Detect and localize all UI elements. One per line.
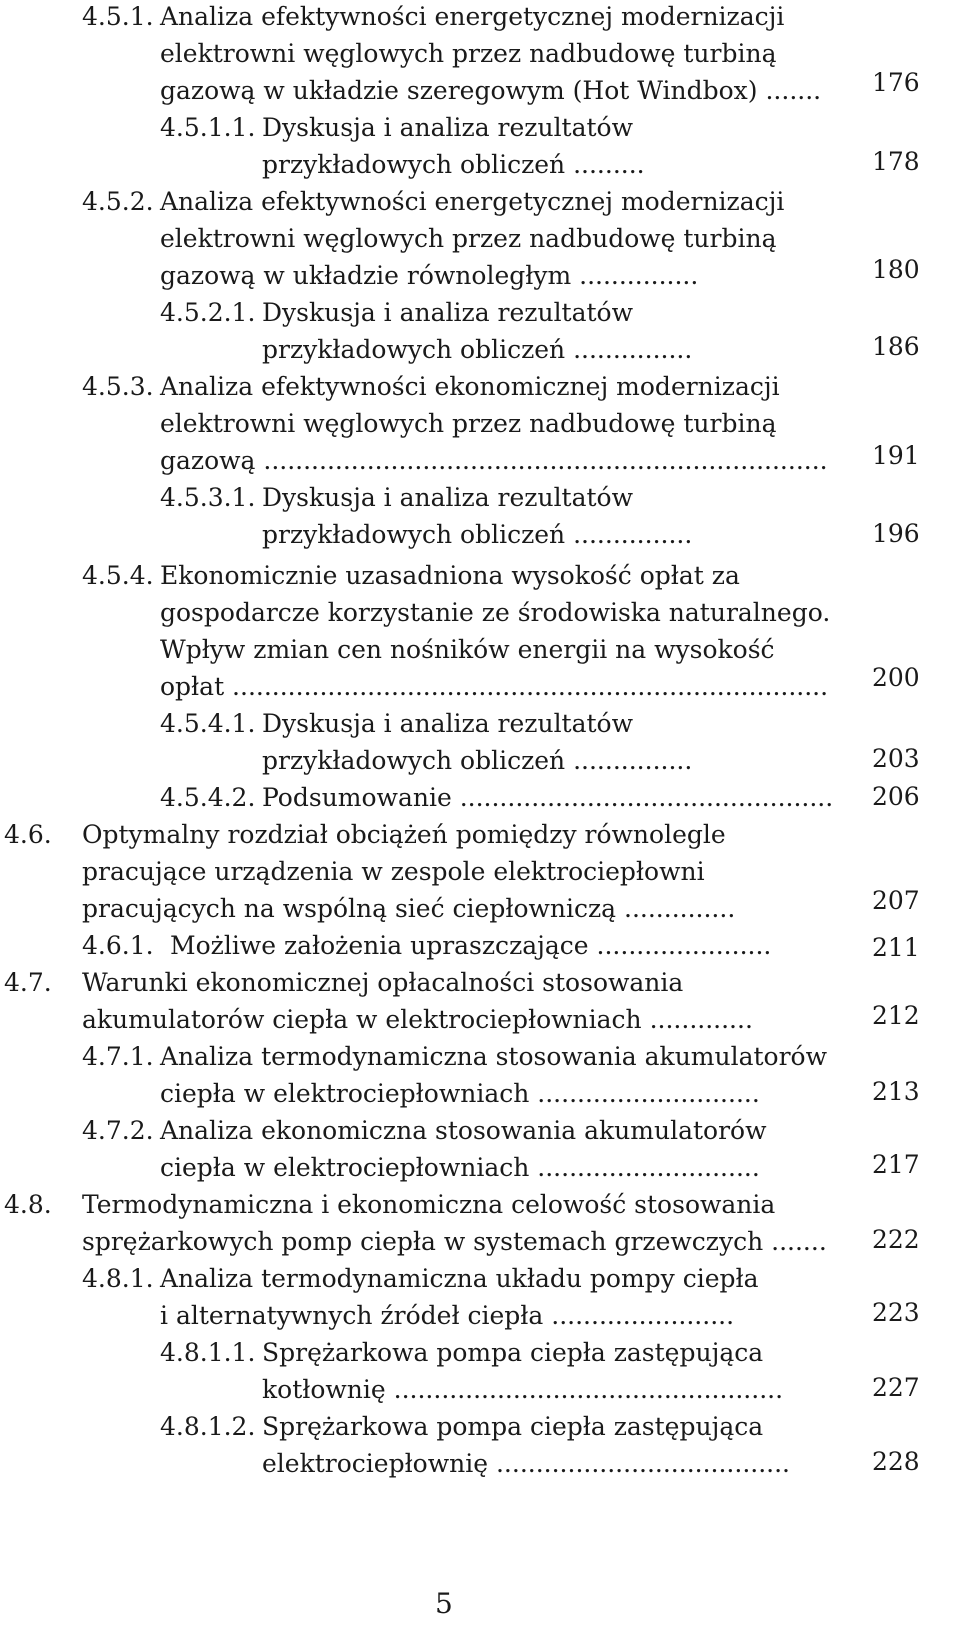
toc-page-number: 222	[872, 1225, 920, 1254]
toc-number: 4.8.1.1.	[160, 1338, 256, 1367]
toc-title-line: Dyskusja i analiza rezultatów	[262, 113, 634, 142]
toc-number: 4.7.2.	[82, 1116, 154, 1145]
toc-title-line: Możliwe założenia upraszczające ......................	[170, 931, 772, 960]
toc-title-line: przykładowych obliczeń ...............	[262, 746, 693, 775]
toc-number: 4.5.1.1.	[160, 113, 256, 142]
toc-title-line: Analiza efektywności ekonomicznej modernizacji	[160, 372, 780, 401]
toc-title-line: ciepła w elektrociepłowniach ............................	[160, 1079, 760, 1108]
toc-title-line: Podsumowanie ...............................................	[262, 783, 834, 812]
toc-title-line: pracujących na wspólną sieć ciepłowniczą ..............	[82, 894, 736, 923]
toc-title-line: Termodynamiczna i ekonomiczna celowość stosowania	[82, 1190, 776, 1219]
toc-page-number: 212	[872, 1001, 920, 1030]
toc-page-number: 196	[872, 519, 920, 548]
toc-title-line: gazową w układzie szeregowym (Hot Windbox) .......	[160, 76, 822, 105]
toc-title-line: kotłownię .................................................	[262, 1375, 784, 1404]
toc-page-number: 217	[872, 1150, 920, 1179]
toc-title-line: Warunki ekonomicznej opłacalności stosowania	[82, 968, 684, 997]
toc-title-line: przykładowych obliczeń ...............	[262, 520, 693, 549]
toc-title-line: Wpływ zmian cen nośników energii na wysokość	[160, 635, 775, 664]
toc-title-line: i alternatywnych źródeł ciepła .......................	[160, 1301, 735, 1330]
toc-title-line: pracujące urządzenia w zespole elektrociepłowni	[82, 857, 705, 886]
toc-title-line: elektrowni węglowych przez nadbudowę turbiną	[160, 224, 777, 253]
toc-title-line: Analiza termodynamiczna układu pompy ciepła	[160, 1264, 759, 1293]
toc-title-line: Sprężarkowa pompa ciepła zastępująca	[262, 1338, 764, 1367]
toc-title-line: ciepła w elektrociepłowniach ............................	[160, 1153, 760, 1182]
toc-page-number: 203	[872, 744, 920, 773]
toc-title-line: Dyskusja i analiza rezultatów	[262, 709, 634, 738]
toc-title-line: przykładowych obliczeń .........	[262, 150, 645, 179]
toc-title-line: Analiza efektywności energetycznej modernizacji	[160, 2, 785, 31]
toc-page-number: 180	[872, 255, 920, 284]
toc-number: 4.5.3.1.	[160, 483, 256, 512]
toc-number: 4.5.2.	[82, 187, 154, 216]
toc-page-number: 223	[872, 1298, 920, 1327]
toc-title-line: Analiza ekonomiczna stosowania akumulatorów	[160, 1116, 767, 1145]
toc-title-line: sprężarkowych pomp ciepła w systemach grzewczych .......	[82, 1227, 827, 1256]
toc-number: 4.5.3.	[82, 372, 154, 401]
toc-title-line: przykładowych obliczeń ...............	[262, 335, 693, 364]
toc-page-number: 176	[872, 68, 920, 97]
toc-number: 4.5.4.	[82, 561, 154, 590]
toc-number: 4.5.1.	[82, 2, 154, 31]
toc-title-line: gazową w układzie równoległym ...............	[160, 261, 699, 290]
toc-page-number: 191	[872, 441, 920, 470]
toc-page-number: 227	[872, 1373, 920, 1402]
toc-number: 4.8.1.	[82, 1264, 154, 1293]
toc-title-line: Sprężarkowa pompa ciepła zastępująca	[262, 1412, 764, 1441]
toc-number: 4.5.2.1.	[160, 298, 256, 327]
toc-page-number: 178	[872, 147, 920, 176]
toc-page-number: 211	[872, 933, 920, 962]
toc-title-line: elektrowni węglowych przez nadbudowę turbiną	[160, 409, 777, 438]
toc-title-line: Dyskusja i analiza rezultatów	[262, 298, 634, 327]
toc-title-line: Dyskusja i analiza rezultatów	[262, 483, 634, 512]
toc-number: 4.6.1.	[82, 931, 154, 960]
toc-page-number: 206	[872, 782, 920, 811]
toc-number: 4.6.	[4, 820, 52, 849]
toc-title-line: akumulatorów ciepła w elektrociepłowniach .............	[82, 1005, 753, 1034]
page-number-footer: 5	[435, 1587, 453, 1620]
toc-title-line: Optymalny rozdział obciążeń pomiędzy równolegle	[82, 820, 726, 849]
toc-title-line: Analiza efektywności energetycznej modernizacji	[160, 187, 785, 216]
toc-number: 4.5.4.1.	[160, 709, 256, 738]
toc-number: 4.8.	[4, 1190, 52, 1219]
toc-number: 4.7.1.	[82, 1042, 154, 1071]
toc-page-number: 207	[872, 886, 920, 915]
toc-page-number: 186	[872, 332, 920, 361]
toc-title-line: opłat ...........................................................................	[160, 672, 829, 701]
toc-title-line: elektrociepłownię .....................................	[262, 1449, 791, 1478]
toc-page-number: 228	[872, 1447, 920, 1476]
toc-title-line: gospodarcze korzystanie ze środowiska naturalnego.	[160, 598, 831, 627]
toc-title-line: Analiza termodynamiczna stosowania akumulatorów	[160, 1042, 828, 1071]
toc-number: 4.5.4.2.	[160, 783, 256, 812]
toc-page-number: 213	[872, 1077, 920, 1106]
toc-number: 4.8.1.2.	[160, 1412, 256, 1441]
toc-title-line: elektrowni węglowych przez nadbudowę turbiną	[160, 39, 777, 68]
toc-title-line: Ekonomicznie uzasadniona wysokość opłat za	[160, 561, 740, 590]
toc-title-line: gazową .......................................................................	[160, 446, 828, 475]
toc-page-number: 200	[872, 663, 920, 692]
toc-number: 4.7.	[4, 968, 52, 997]
